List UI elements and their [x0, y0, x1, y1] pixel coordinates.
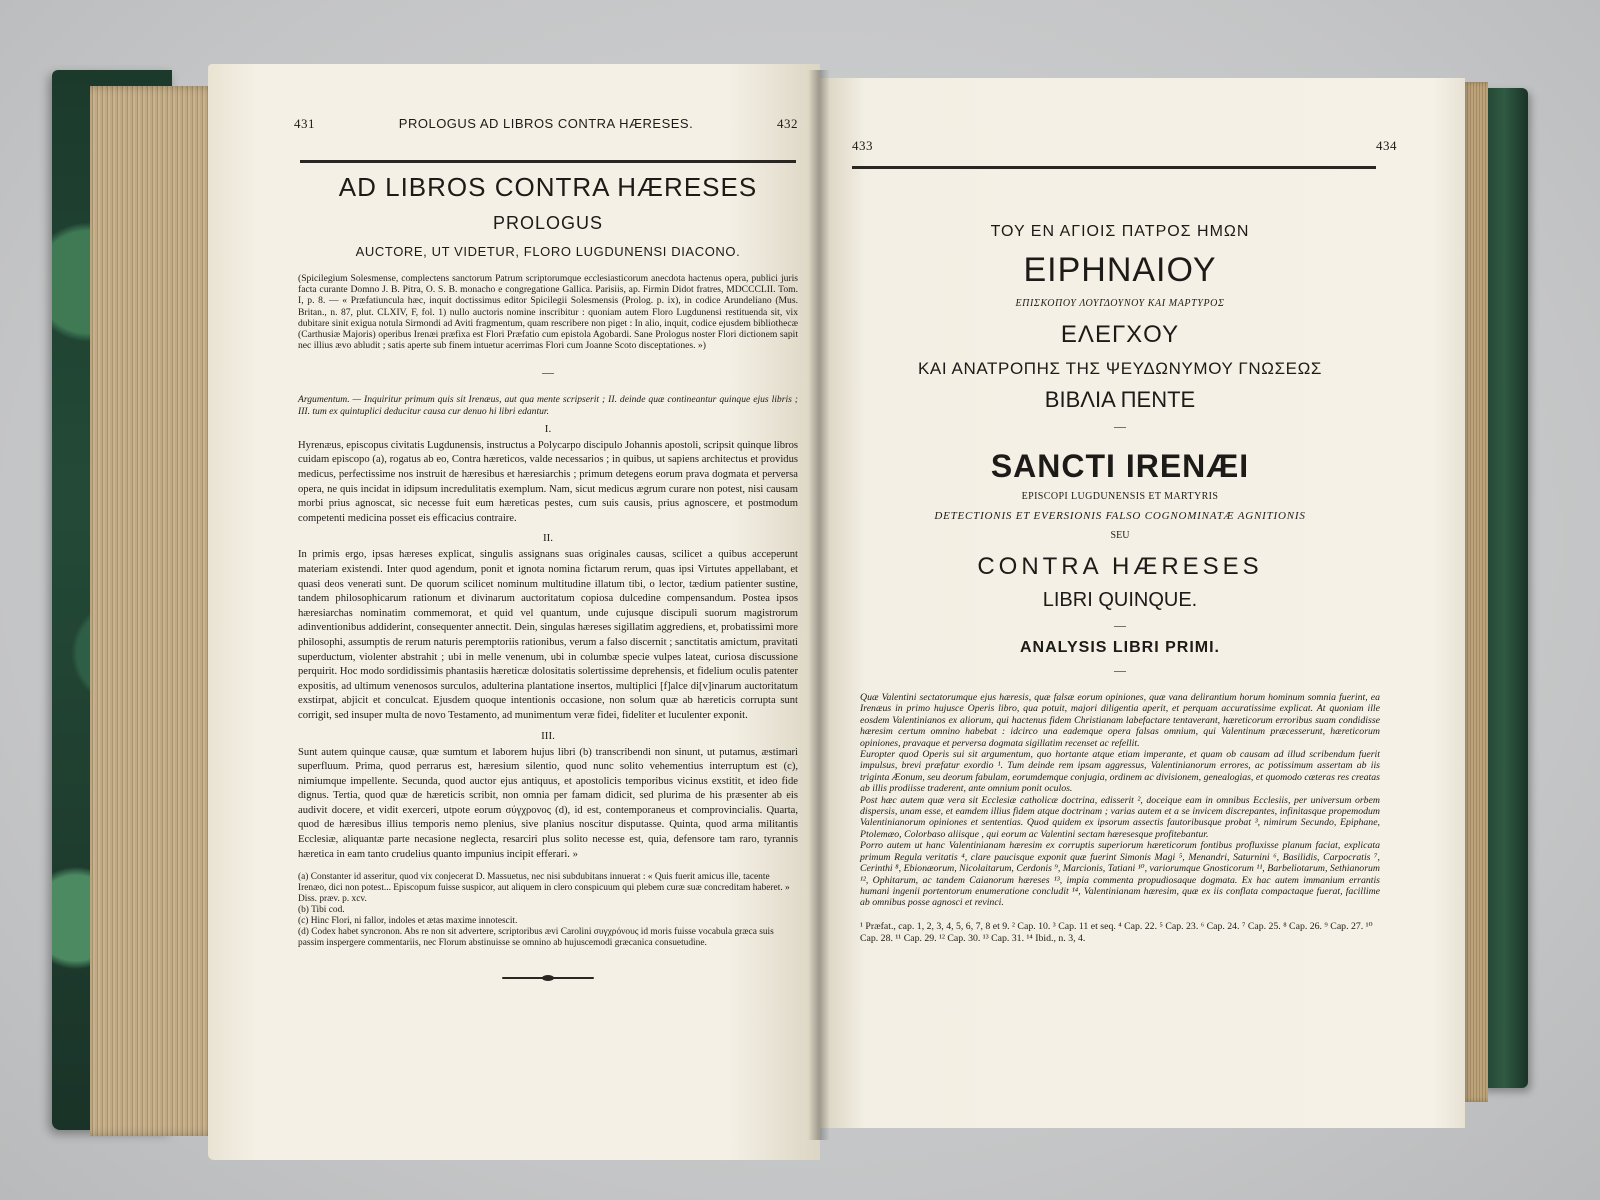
- page-number-433: 433: [852, 138, 873, 153]
- prologus-title: AD LIBROS CONTRA HÆRESES: [338, 172, 758, 202]
- page-edges-left: [90, 86, 222, 1136]
- book-gutter-shadow: [808, 70, 830, 1140]
- footnote: (a) Constanter id asseritur, quod vix conjecerat D. Massuetus, nec nisi subdubitans innuerat : « Quis fuerit amicus ille, tacente Irenæo, dici non potest... Episcopum fuisse suspicor, aut aliquem in clero conspicuum qui plebem curæ suæ concreditam haberet. » Diss. præv. p. xcv.: [298, 872, 790, 905]
- greek-name: ΕΙΡΗΝΑΙΟΥ: [1023, 251, 1217, 289]
- footnote: (c) Hinc Flori, ni fallor, indoles et ætas maxime innotescit.: [298, 916, 518, 927]
- analysis-heading: ANALYSIS LIBRI PRIMI.: [1020, 639, 1220, 656]
- header-rule-right: [852, 166, 1376, 169]
- page-number-432: 432: [777, 116, 798, 131]
- latin-name: SANCTI IRENÆI: [990, 448, 1250, 484]
- left-page: [208, 64, 820, 1160]
- greek-elegchou: ΕΛΕΓΧΟΥ: [1060, 321, 1180, 348]
- analysis-paragraph: Quæ Valentini sectatorumque ejus hæresis, quæ falsæ eorum opiniones, quæ vana delirantium horum hominum somnia fuerint, ea Irenæus in primo hujusce Operis libro, qua potuit, majori diligentia aperit, et perquam accuratissime explicat. At quoniam ille eosdem Valentinianos ex aliorum, qui hactenus fidem Christianam labefactare tentaverant, hæreticorum erroribus suam condidisse hæresim certum omnino habebat : idcirco una eademque opera falsas omnium, qui Valentinum præcesserunt, hæreticorum opiniones, pravaque et perversa dogmata sigillatim recenset ac refellit.: [860, 692, 1380, 749]
- section-text: Hyrenæus, episcopus civitatis Lugdunensis, instructus a Polycarpo discipulo Johannis apostoli, scripsit quinque libros cuidam episcopo (a), rogatus ab eo, Contra hæreticos, valde necessarios ; in quibus, ut sapiens architectus et providus medicus, perfectissime nos instruit de hæresibus et hæresiarchis ; primum detegens eorum prava dogmata et perversa opera, ne quis incidat in idipsum incredulitatis exemplum. Nam, sicut medicus ægrum curare non potest, nisi causam morbi prius agnoscat, sic necesse fuit eum hæreticas pestes, cum suis causis, prius agnoscere, et postmodum competenti medicina posset eis efficacius contraire.: [298, 439, 798, 524]
- section-numeral: I.: [544, 422, 552, 435]
- page-number-434: 434: [1376, 138, 1397, 153]
- left-footnotes: [298, 872, 798, 949]
- left-content: [298, 172, 798, 981]
- argumentum: Argumentum. — Inquiritur primum quis sit Irenæus, aut qua mente scripserit ; II. deinde quæ contineantur quinque ejus libris ; III. tum ex quintuplici deducitur causa cur denuo hi libri edantur.: [298, 394, 798, 417]
- right-content: [860, 223, 1380, 945]
- title-dash: —: [1114, 663, 1126, 677]
- section-text: In primis ergo, ipsas hæreses explicat, singulis assignans suas originales causas, scilicet a quibus acceperunt materiam existendi. Inter quod agendum, ponit et ignota nomina fictarum rerum, quas ipsi Virtutes appellabant, et quasi deos venerati sunt. De quorum scilicet nominum multitudine illatum tibi, o lector, tædium patienter sustine, tandem philosophicarum rationum et divinarum auctoritatum copiosa dulcedine compensandum. Postea ipsos hæresiarchas nominatim commemorat, et quid vel quantum, unde cujusque discipuli suorum magistrorum adinventionibus addiderint, consequenter annectit. Dein, singulas hæreses sigillatim aggrediens, et, probatissimi more philosophi, assumptis de rerum naturis peremptoriis rationibus, verum a falso discernit ; sanctitatis amictum, pravitati superductum, violenter abstrahit ; ubi in melle venenum, ubi in columbæ specie vulpes lateat, curiosa discussione perquirit. Hoc modo sordidissimis phantasiis hæreticæ dolositatis solertissime deprehensis, et fidelium oculis patenter expositis, ad ultimum venenosos surculos, adulterina plantatione insertos, multiplici [f]alce di[v]inarum auctoritatum exstirpat, abjicit et conculcat. Ejusdem quoque intentionis occasione, non solum quæ ab hæreticis corrupta sunt corrigit, sed insuper multa de novo Testamento, ad munimentum veræ fidei, fideliter et luculenter exponit.: [298, 549, 798, 721]
- ornament-divider: [502, 975, 594, 981]
- title-dash: —: [1114, 618, 1126, 632]
- footnote: (d) Codex habet syncronon. Abs re non sit advertere, scriptoribus ævi Carolini συγχρόνους id moris fuisse vocabula græca suis passim inspergere commentariis, nec Florum abstinuisse se omnino ab hujuscemodi græcanica consuetudine.: [298, 927, 774, 949]
- section-text: Sunt autem quinque causæ, quæ sumtum et laborem hujus libri (b) transcribendi non sinunt, ut putamus, æstimari superfluum. Prima, quod perrarus est, hæresium silentio, quod nunc solito vehementius interruptum est (c), nimiumque impellente. Secunda, quod auctor ejus antiquus, et apostolicis temporibus vicinus exstitit, et ideo fide dignus. Tertia, quod quæ de hæreticis scribit, non omnia per famam didicit, sed plurima de his præsenter ab eis audivit docere, et vidit exerceri, utpote eorum σύγχρονος (d), id est, contemporaneus et comprovincialis. Quarta, quod de hæresibus illius temporis nemo plenius, sive planius noscitur disputasse. Quinta, quod arma militantis Ecclesiæ, aliquantæ parte necasione neglecta, resarciri plus solito necesse est, quia, defensore tam raro, tyrannis hæretica in eam tanto crudelius quanto impunius incipit efferari. »: [298, 746, 798, 860]
- latin-line-2: DETECTIONIS ET EVERSIONIS FALSO COGNOMINATÆ AGNITIONIS: [934, 510, 1306, 522]
- section-numeral: III.: [541, 729, 555, 742]
- analysis-paragraph: Post hæc autem quæ vera sit Ecclesiæ catholicæ doctrina, edisserit ², doceique eam in omnibus Ecclesiis, per universum orbem dispersis, unam esse, et eamdem illius fidem atque doctrinam ; varias autem et a se invicem discrepantes, infinitasque propemodum Valentinianorum opiniones et sententias. Quod quidem ex ipsorum assectis fautoribusque probat ³, nimirum Secundo, Epiphane, Ptolemæo, Colorbaso aliisque , qui eorum ac Valentini sectam hæresesque profitebantur.: [860, 794, 1380, 840]
- latin-line-1: EPISCOPI LUGDUNENSIS ET MARTYRIS: [1021, 491, 1219, 502]
- contra-haereses: CONTRA HÆRESES: [977, 553, 1263, 580]
- prologus-subtitle: PROLOGUS: [492, 213, 604, 233]
- right-page: [820, 78, 1465, 1128]
- page-edges-right: [1462, 82, 1488, 1102]
- footnote: (b) Tibi cod.: [298, 905, 345, 916]
- right-footnotes: ¹ Præfat., cap. 1, 2, 3, 4, 5, 6, 7, 8 et 9. ² Cap. 10. ³ Cap. 11 et seq. ⁴ Cap. 22. ⁵ Cap. 23. ⁶ Cap. 24. ⁷ Cap. 25. ⁸ Cap. 26. ⁹ Cap. 27. ¹⁰ Cap. 28. ¹¹ Cap. 29. ¹² Cap. 30. ¹³ Cap. 31. ¹⁴ Ibid., n. 3, 4.: [860, 920, 1373, 944]
- section-numeral: II.: [542, 532, 554, 545]
- greek-line-4: ΒΙΒΛΙΑ ΠΕΝΤΕ: [1044, 387, 1196, 412]
- header-rule: [300, 160, 796, 163]
- title-dash: —: [1114, 419, 1126, 433]
- greek-line-1: ΤΟΥ ΕΝ ΑΓΙΟΙΣ ΠΑΤΡΟΣ ΗΜΩΝ: [990, 223, 1250, 240]
- intro-note: (Spicilegium Solesmense, complectens sanctorum Patrum scriptorumque ecclesiasticorum anecdota hactenus opera, publici juris facta curante Domno J. B. Pitra, O. S. B. monacho e congregatione Gallica. Parisiis, ap. Firmin Didot fratres, MDCCCLII. Tom. I, p. 8. — « Præfatiuncula hæc, inquit doctissimus editor Spicilegii Solesmensis (Prolog. p. ix), in codice Arundeliano (Mus. Britan., n. 87, plut. CLXIV, F, fol. 1) nullo auctoris nomine inscribitur : quoniam autem Floro Lugdunensi restituenda sit, vix dubitare sinit exigua notula Sirmondi ad Aviti fragmentum, quam rescribere non piget : In alio, inquit, codice ejusdem bibliothecæ (Carthusiæ Majoris) operibus Irenæi præfixa est Flori Præfatio cum epistola Agobardi. Sane Prologus noster Flori dictionem sapit nec illius ævo abludit ; satis aperte sub finem intuetur acerrimas Flori cum Joanne Scoto disceptationes. »): [298, 273, 798, 352]
- analysis-paragraph: Porro autem ut hanc Valentinianam hæresim ex corruptis superiorum hæreticorum fontibus profluxisse planum faciat, explicata primum Regula veritatis ⁴, clare paucisque exponit quæ fuerint Simonis Magi ⁵, Menandri, Saturnini ⁶, Basilidis, Carpocratis ⁷, Cerinthi ⁸, Ebionæorum, Nicolaitarum, Cerdonis ⁹, Marcionis, Tatiani ¹⁰, variorumque Gnosticorum ¹¹, Barbeliotarum, Sethianorum ¹², Ophitarum, ac tandem Caianorum hæreses ¹³, impia commenta propudiosaque dogmata. Ex hac autem immanium errantis humani ingenii portentorum enumeratione concludit ¹⁴, Valentinianam hæresim, quæ ex iis conflata compactaque fuerat, facillime ab omnibus posse agnosci et revinci.: [860, 840, 1380, 909]
- section-dash: —: [542, 365, 554, 380]
- analysis-paragraph: Europter quod Operis sui sit argumentum, quo hortante atque etiam imperante, et quam ob causam ad illud scribendum fuerit impulsus, brevi præfatur exordio ¹. Tum deinde rem ipsam aggressus, Valentinianorum errores, ac potissimum assertam ab iis triginta Æonum, seu deorum fabulam, eorumdemque conjugia, ordinem ac divisionem, genealogias, et quomodo cæteras res creatas ab illis prodiisse traderent, ante omnium ponit oculos.: [860, 749, 1380, 795]
- seu: SEU: [1110, 530, 1130, 541]
- prologus-byline: AUCTORE, UT VIDETUR, FLORO LUGDUNENSI DIACONO.: [355, 244, 741, 259]
- running-head-title: PROLOGUS AD LIBROS CONTRA HÆRESES.: [398, 116, 694, 131]
- greek-line-3: ΚΑΙ ΑΝΑΤΡΟΠΗΣ ΤΗΣ ΨΕΥΔΩΝΥΜΟΥ ΓΝΩΣΕΩΣ: [917, 359, 1323, 378]
- libri-quinque: LIBRI QUINQUE.: [1042, 589, 1198, 611]
- page-number-431: 431: [294, 116, 315, 131]
- right-running-head: [852, 138, 1397, 158]
- left-running-head: [294, 116, 798, 136]
- greek-line-2: ΕΠΙΣΚΟΠΟΥ ΛΟΥΓΔΟΥΝΟΥ ΚΑΙ ΜΑΡΤΥΡΟΣ: [1015, 298, 1225, 309]
